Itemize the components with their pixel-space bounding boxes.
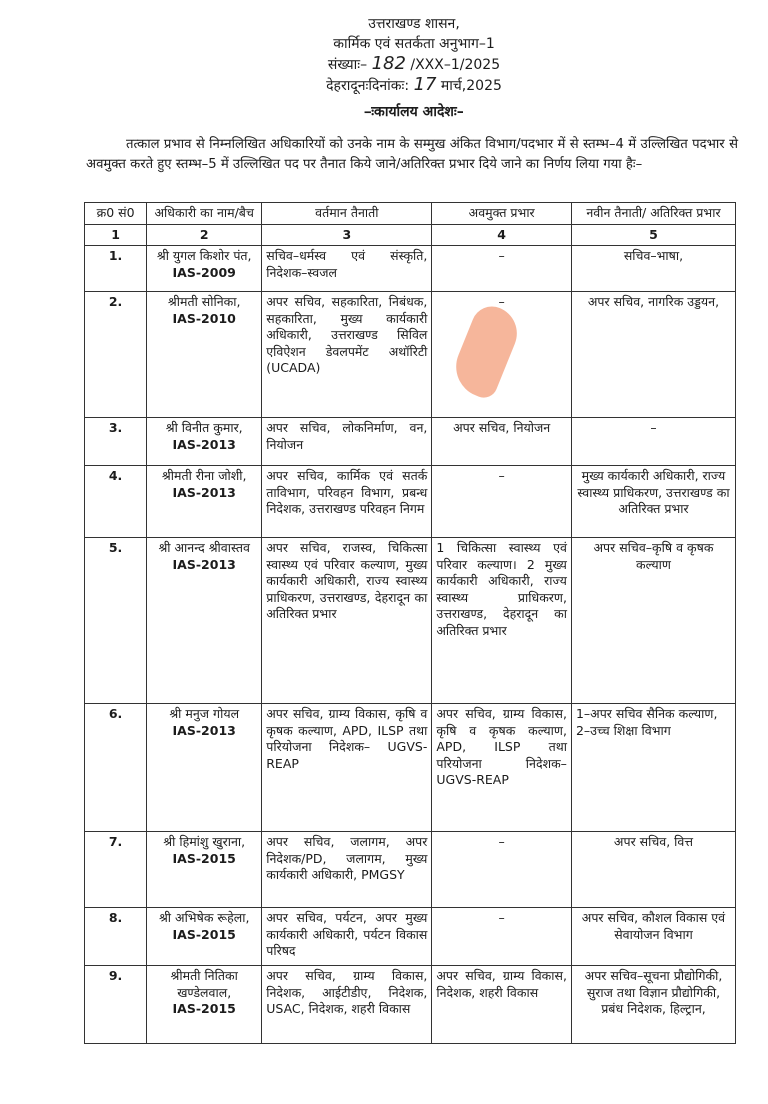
officer-batch: IAS-2013 bbox=[172, 436, 236, 452]
officer-cell bbox=[147, 908, 262, 966]
col-number: 3 bbox=[262, 224, 432, 246]
col-number: 5 bbox=[571, 224, 735, 246]
officer-cell bbox=[147, 292, 262, 418]
header-relieved-charge: अवमुक्त प्रभार bbox=[432, 203, 572, 225]
table-row bbox=[85, 292, 736, 418]
new-posting: अपर सचिव, वित्त bbox=[571, 832, 735, 908]
officer-batch: IAS-2013 bbox=[172, 556, 236, 572]
relieved-charge: अपर सचिव, नियोजन bbox=[432, 418, 572, 466]
current-posting: अपर सचिव, कार्मिक एवं सतर्क ताविभाग, परिवहन विभाग, प्रबन्ध निदेशक, उत्तराखण्ड परिवहन निगम bbox=[262, 466, 432, 538]
officer-cell bbox=[147, 246, 262, 292]
officer-cell bbox=[147, 832, 262, 908]
officer-cell bbox=[147, 966, 262, 1044]
relieved-charge: – bbox=[432, 466, 572, 538]
order-date-line bbox=[60, 75, 768, 96]
section-name: कार्मिक एवं सतर्कता अनुभाग–1 bbox=[333, 36, 495, 52]
new-posting: अपर सचिव–कृषि व कृषक कल्याण bbox=[571, 538, 735, 704]
officer-name: श्री हिमांशु खुराना, bbox=[163, 834, 246, 849]
officer-cell bbox=[147, 418, 262, 466]
new-posting: अपर सचिव–सूचना प्रौद्योगिकी, सुराज तथा विज्ञान प्रौद्योगिकी, प्रबंध निदेशक, हिल्ट्रान, bbox=[571, 966, 735, 1044]
order-number-suffix: /XXX–1/2025 bbox=[410, 57, 501, 73]
current-posting: अपर सचिव, जलागम, अपर निदेशक/PD, जलागम, मुख्य कार्यकारी अधिकारी, PMGSY bbox=[262, 832, 432, 908]
officer-name: श्री अभिषेक रूहेला, bbox=[158, 910, 250, 925]
intro-paragraph: तत्काल प्रभाव से निम्नलिखित अधिकारियों को उनके नाम के सम्मुख अंकित विभाग/पदभार में से स्तम्भ–4 में उल्लिखित पदभार से अवमुक्त करते हुए स्तम्भ–5 में उल्लिखित पद पर तैनात किये जाने/अतिरिक्त प्रभार दिये जाने का निर्णय लिया गया हैः– bbox=[86, 137, 738, 172]
officer-batch: IAS-2013 bbox=[172, 484, 236, 500]
officer-name: श्री युगल किशोर पंत, bbox=[156, 248, 252, 263]
current-posting: सचिव–धर्मस्व एवं संस्कृति, निदेशक–स्वजल bbox=[262, 246, 432, 292]
new-posting: सचिव–भाषा, bbox=[571, 246, 735, 292]
column-number-row bbox=[85, 224, 736, 246]
current-posting: अपर सचिव, राजस्व, चिकित्सा स्वास्थ्य एवं परिवार कल्याण, मुख्य कार्यकारी अधिकारी, राज्य स्वास्थ्य प्राधिकरण, उत्तराखण्ड, देहरादून का अतिरिक्त प्रभार bbox=[262, 538, 432, 704]
table-row bbox=[85, 246, 736, 292]
order-number-line bbox=[60, 54, 768, 75]
current-posting: अपर सचिव, ग्राम्य विकास, कृषि व कृषक कल्याण, APD, ILSP तथा परियोजना निदेशक– UGVS-REAP bbox=[262, 704, 432, 832]
officer-batch: IAS-2015 bbox=[172, 926, 236, 942]
row-sno: 5. bbox=[85, 538, 147, 704]
table-row bbox=[85, 418, 736, 466]
officer-batch: IAS-2010 bbox=[172, 310, 236, 326]
current-posting: अपर सचिव, पर्यटन, अपर मुख्य कार्यकारी अधिकारी, पर्यटन विकास परिषद bbox=[262, 908, 432, 966]
officer-batch: IAS-2015 bbox=[172, 1001, 236, 1016]
relieved-charge: – bbox=[432, 832, 572, 908]
current-posting: अपर सचिव, सहकारिता, निबंधक, सहकारिता, मुख्य कार्यकारी अधिकारी, उत्तराखण्ड सिविल एविऐशन डेवलपमेंट अथॉरिटी (UCADA) bbox=[262, 292, 432, 418]
officer-name: श्री विनीत कुमार, bbox=[165, 420, 243, 435]
officer-cell bbox=[147, 704, 262, 832]
order-title: –ःकार्यालय आदेशः– bbox=[364, 104, 464, 120]
header-officer: अधिकारी का नाम/बैच bbox=[147, 203, 262, 225]
officer-name: श्रीमती रीना जोशी, bbox=[161, 468, 247, 483]
table-row bbox=[85, 538, 736, 704]
order-date-prefix: देहरादूनःदिनांकः: bbox=[326, 78, 410, 94]
officer-cell bbox=[147, 538, 262, 704]
row-sno: 9. bbox=[85, 966, 147, 1044]
row-sno: 4. bbox=[85, 466, 147, 538]
row-sno: 2. bbox=[85, 292, 147, 418]
order-number-handwritten: 182 bbox=[371, 53, 406, 74]
transfer-table bbox=[84, 202, 736, 1044]
row-sno: 3. bbox=[85, 418, 147, 466]
current-posting: अपर सचिव, ग्राम्य विकास, निदेशक, आईटीडीए, निदेशक, USAC, निदेशक, शहरी विकास bbox=[262, 966, 432, 1044]
table-row bbox=[85, 966, 736, 1044]
officer-name: श्री आनन्द श्रीवास्तव bbox=[158, 540, 250, 555]
header-sno: क्र0 सं0 bbox=[85, 203, 147, 225]
relieved-charge: – bbox=[432, 246, 572, 292]
table-header-row bbox=[85, 203, 736, 225]
relieved-charge: अपर सचिव, ग्राम्य विकास, निदेशक, शहरी विकास bbox=[432, 966, 572, 1044]
new-posting: मुख्य कार्यकारी अधिकारी, राज्य स्वास्थ्य प्राधिकरण, उत्तराखण्ड का अतिरिक्त प्रभार bbox=[571, 466, 735, 538]
table-row bbox=[85, 466, 736, 538]
order-date-suffix: मार्च,2025 bbox=[440, 78, 502, 94]
department-name: उत्तराखण्ड शासन, bbox=[368, 16, 460, 32]
officer-batch: IAS-2015 bbox=[172, 850, 236, 866]
new-posting: 1–अपर सचिव सैनिक कल्याण, 2–उच्च शिक्षा विभाग bbox=[571, 704, 735, 832]
relieved-charge: – bbox=[432, 292, 572, 418]
col-number: 2 bbox=[147, 224, 262, 246]
officer-name: श्री मनुज गोयल bbox=[169, 706, 240, 721]
col-number: 4 bbox=[432, 224, 572, 246]
relieved-charge: – bbox=[432, 908, 572, 966]
new-posting: अपर सचिव, कौशल विकास एवं सेवायोजन विभाग bbox=[571, 908, 735, 966]
officer-batch: IAS-2013 bbox=[172, 722, 236, 738]
header-new-posting: नवीन तैनाती/ अतिरिक्त प्रभार bbox=[571, 203, 735, 225]
officer-cell bbox=[147, 466, 262, 538]
order-number-prefix: संख्याः– bbox=[327, 57, 368, 73]
relieved-charge: अपर सचिव, ग्राम्य विकास, कृषि व कृषक कल्याण, APD, ILSP तथा परियोजना निदेशक– UGVS-REAP bbox=[432, 704, 572, 832]
row-sno: 1. bbox=[85, 246, 147, 292]
officer-batch: IAS-2009 bbox=[172, 264, 236, 280]
new-posting: अपर सचिव, नागरिक उड्डयन, bbox=[571, 292, 735, 418]
table-row bbox=[85, 908, 736, 966]
row-sno: 8. bbox=[85, 908, 147, 966]
row-sno: 6. bbox=[85, 704, 147, 832]
row-sno: 7. bbox=[85, 832, 147, 908]
table-row bbox=[85, 832, 736, 908]
col-number: 1 bbox=[85, 224, 147, 246]
table-row bbox=[85, 704, 736, 832]
new-posting: – bbox=[571, 418, 735, 466]
current-posting: अपर सचिव, लोकनिर्माण, वन, नियोजन bbox=[262, 418, 432, 466]
header-current-posting: वर्तमान तैनाती bbox=[262, 203, 432, 225]
officer-name: श्रीमती नितिका खण्डेलवाल, bbox=[170, 968, 238, 1000]
letterhead bbox=[0, 0, 768, 96]
officer-name: श्रीमती सोनिका, bbox=[167, 294, 241, 309]
relieved-charge: 1 चिकित्सा स्वास्थ्य एवं परिवार कल्याण। 2 मुख्य कार्यकारी अधिकारी, राज्य स्वास्थ्य प्राधिकरण, उत्तराखण्ड, देहरादून का अतिरिक्त प्रभार bbox=[432, 538, 572, 704]
order-date-handwritten: 17 bbox=[413, 74, 437, 95]
